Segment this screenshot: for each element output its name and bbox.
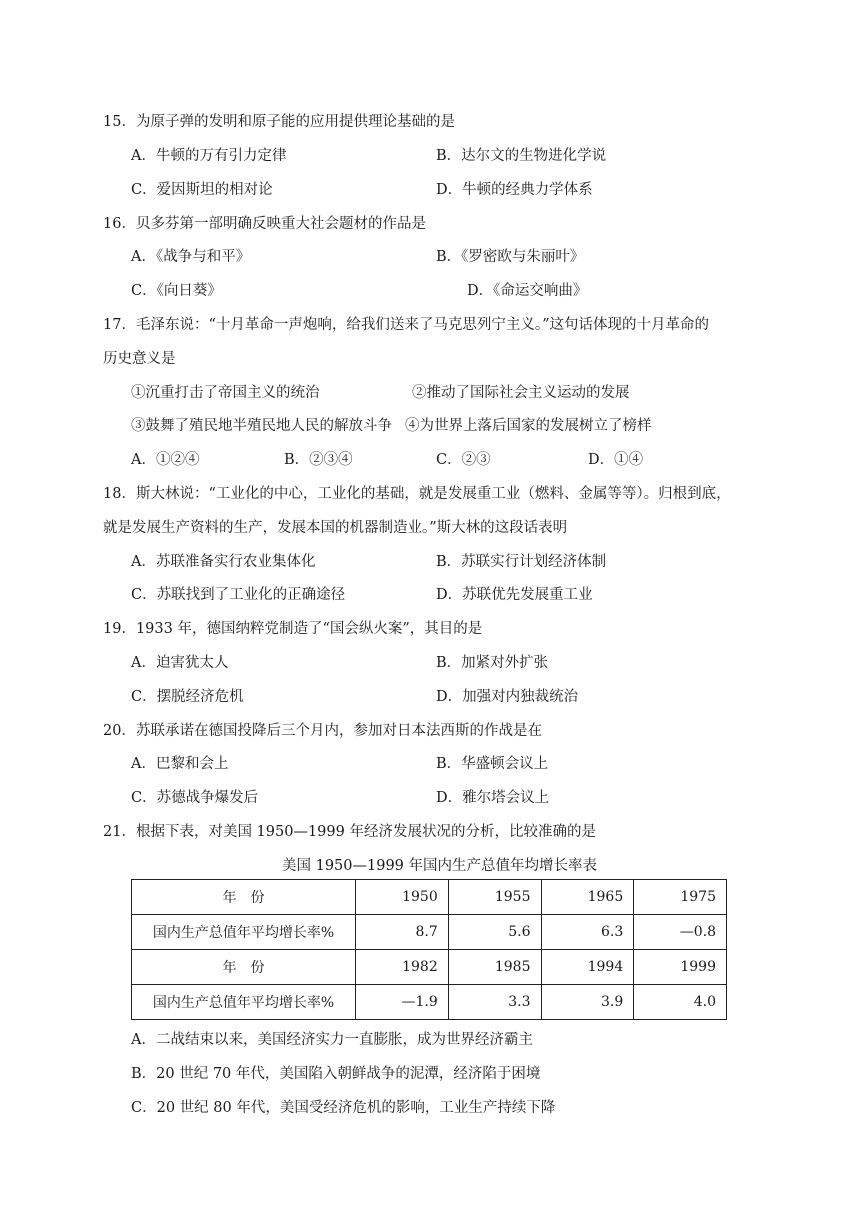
- year-cell: 1950: [356, 880, 449, 915]
- table-row-years-2: [132, 950, 727, 985]
- q17-stem-line2: 历史意义是: [103, 351, 176, 367]
- year-row-label: 年 份: [132, 880, 356, 915]
- q20-stem: 20．苏联承诺在德国投降后三个月内，参加对日本法西斯的作战是在: [103, 723, 542, 739]
- q17-statement-4: ④为世界上落后国家的发展树立了榜样: [405, 418, 652, 434]
- q19-stem: 19．1933 年，德国纳粹党制造了“国会纵火案”，其目的是: [103, 621, 483, 637]
- q15-stem: 15．为原子弹的发明和原子能的应用提供理论基础的是: [103, 114, 455, 130]
- q19-option-d: D．加强对内独裁统治: [436, 689, 579, 705]
- rate-row-label: 国内生产总值年平均增长率%: [132, 985, 356, 1020]
- q17-statement-1: ①沉重打击了帝国主义的统治: [131, 385, 320, 401]
- q21-stem: 21．根据下表，对美国 1950—1999 年经济发展状况的分析，比较准确的是: [103, 824, 596, 840]
- q17-option-b: B．②③④: [284, 452, 353, 468]
- q18-stem-line1: 18．斯大林说：“工业化的中心，工业化的基础，就是发展重工业（燃料、金属等等）。归根到底，: [103, 486, 731, 502]
- q17-statement-3: ③鼓舞了殖民地半殖民地人民的解放斗争: [131, 418, 392, 434]
- year-cell: 1999: [634, 950, 727, 985]
- q21-option-a: A．二战结束以来，美国经济实力一直膨胀，成为世界经济霸主: [131, 1032, 533, 1048]
- gdp-growth-table: [131, 879, 727, 1020]
- q20-option-d: D．雅尔塔会议上: [436, 790, 550, 806]
- q18-stem-line2: 就是发展生产资料的生产，发展本国的机器制造业。”斯大林的这段话表明: [103, 520, 568, 536]
- q16-option-b: B．《罗密欧与朱丽叶》: [436, 249, 585, 265]
- rate-cell: 5.6: [448, 915, 541, 950]
- rate-cell: 3.3: [448, 985, 541, 1020]
- table-title: 美国 1950—1999 年国内生产总值年均增长率表: [282, 858, 598, 874]
- year-cell: 1965: [541, 880, 634, 915]
- year-cell: 1975: [634, 880, 727, 915]
- q15-option-a: A．牛顿的万有引力定律: [131, 148, 287, 164]
- q15-option-d: D．牛顿的经典力学体系: [436, 182, 593, 198]
- year-row-label: 年 份: [132, 950, 356, 985]
- q17-option-a: A．①②④: [131, 452, 200, 468]
- rate-cell: —0.8: [634, 915, 727, 950]
- q19-option-b: B．加紧对外扩张: [436, 655, 549, 671]
- q16-option-c: C．《向日葵》: [131, 283, 222, 299]
- q17-statement-2: ②推动了国际社会主义运动的发展: [412, 385, 630, 401]
- rate-row-label: 国内生产总值年平均增长率%: [132, 915, 356, 950]
- q15-option-b: B．达尔文的生物进化学说: [436, 148, 607, 164]
- table-row-rates-1: [132, 915, 727, 950]
- q18-option-c: C．苏联找到了工业化的正确途径: [131, 587, 346, 603]
- q16-option-d: D．《命运交响曲》: [467, 283, 588, 299]
- q15-option-c: C．爱因斯坦的相对论: [131, 182, 273, 198]
- q20-option-b: B．华盛顿会议上: [436, 756, 549, 772]
- q21-option-b: B．20 世纪 70 年代，美国陷入朝鲜战争的泥潭，经济陷于困境: [131, 1066, 541, 1082]
- q21-option-c: C．20 世纪 80 年代，美国受经济危机的影响，工业生产持续下降: [131, 1100, 556, 1116]
- q17-option-d: D．①④: [588, 452, 644, 468]
- rate-cell: —1.9: [356, 985, 449, 1020]
- q18-option-b: B．苏联实行计划经济体制: [436, 554, 607, 570]
- q19-option-c: C．摆脱经济危机: [131, 689, 244, 705]
- q17-stem-line1: 17．毛泽东说：“十月革命一声炮响，给我们送来了马克思列宁主义。”这句话体现的十月革命的: [103, 317, 710, 333]
- q16-option-a: A．《战争与和平》: [131, 249, 251, 265]
- year-cell: 1982: [356, 950, 449, 985]
- q18-option-a: A．苏联准备实行农业集体化: [131, 554, 316, 570]
- rate-cell: 8.7: [356, 915, 449, 950]
- year-cell: 1985: [448, 950, 541, 985]
- q20-option-a: A．巴黎和会上: [131, 756, 229, 772]
- table-row-rates-2: [132, 985, 727, 1020]
- table-row-years-1: [132, 880, 727, 915]
- rate-cell: 3.9: [541, 985, 634, 1020]
- q20-option-c: C．苏德战争爆发后: [131, 790, 259, 806]
- q17-option-c: C．②③: [436, 452, 491, 468]
- rate-cell: 6.3: [541, 915, 634, 950]
- year-cell: 1994: [541, 950, 634, 985]
- q16-stem: 16．贝多芬第一部明确反映重大社会题材的作品是: [103, 216, 426, 232]
- year-cell: 1955: [448, 880, 541, 915]
- rate-cell: 4.0: [634, 985, 727, 1020]
- q19-option-a: A．迫害犹太人: [131, 655, 229, 671]
- q18-option-d: D．苏联优先发展重工业: [436, 587, 593, 603]
